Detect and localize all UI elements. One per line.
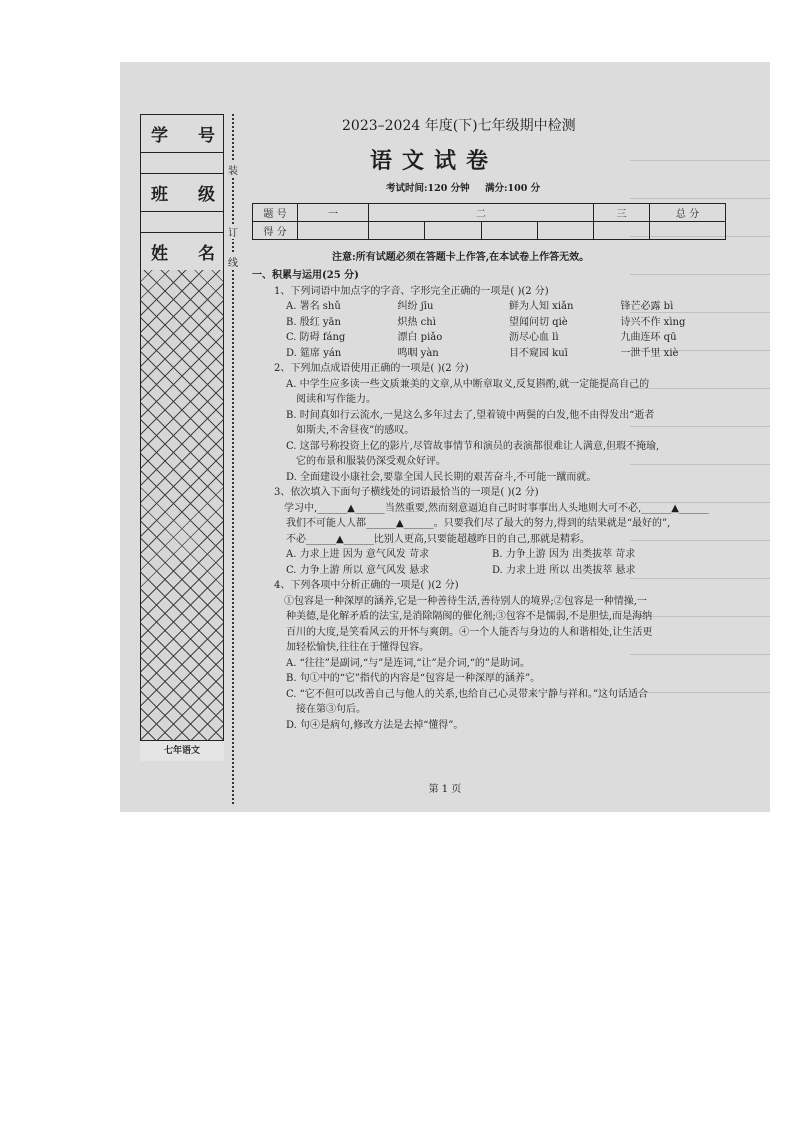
exam-meta [386,180,552,194]
score-cell[interactable] [298,222,369,240]
q2-option-a-cont: 阅读和写作能力。 [296,394,376,405]
score-table [252,203,726,240]
student-id-blank[interactable] [141,153,223,174]
q2-option-c-cont: 它的布景和服装仍深受观众好评。 [296,456,446,467]
exam-notice: 注意:所有试题必须在答题卡上作答,在本试卷上作答无效。 [332,252,590,263]
seal-char: 订 [224,224,242,239]
score-cell[interactable] [425,222,481,240]
subject-title: 语文试卷 [370,148,499,174]
q3-options-row [252,563,732,579]
q3-passage-line: 不必______▲______比别人更高,只要能超越昨日的自己,那就是精彩。 [286,533,591,545]
q1-option-a: A. 署名 shǔ 纠纷 jīu 鲜为人知 xiǎn 锋芒必露 bì [286,301,674,312]
time-label: 考试时间:120 分钟 [386,183,470,194]
section-heading: 一、积累与运用(25 分) [252,270,359,281]
seal-char: 线 [224,254,242,269]
side-label: 七年语文 [140,740,224,761]
student-info-box [140,114,224,271]
q3-option-b: B. 力争上游 因为 出类拔萃 苛求 [492,549,636,560]
exam-sheet [120,62,770,812]
q3-options-row [252,547,732,563]
question-2-stem: 2、下列加点成语使用正确的一项是( )(2 分) [274,363,469,374]
binding-line [232,114,234,804]
q4-passage-line: 加轻松愉快,往往在于懂得包容。 [286,642,430,653]
score-cell[interactable] [481,222,537,240]
q3-passage-line: 学习中,______▲______当然重要,然而刻意逼迫自己时时事事出人头地则大可不必,______▲______ [284,502,709,514]
score-header: 二 [369,204,594,222]
q4-option-b: B. 句①中的“它”指代的内容是“包容是一种深厚的涵养”。 [286,673,541,684]
q2-option-b-cont: 如斯夫,不舍昼夜”的感叹。 [296,425,415,436]
question-4-stem: 4、下列各项中分析正确的一项是( )(2 分) [274,580,459,591]
q1-option-b: B. 殷红 yān 炽热 chì 望闻问切 qiè 诗兴不作 xìng [286,316,686,328]
class-blank[interactable] [141,212,223,233]
q3-option-c: C. 力争上游 所以 意气风发 悬求 [286,564,430,576]
exam-title: 2023–2024 年度(下)七年级期中检测 [342,118,576,134]
q2-option-d: D. 全面建设小康社会,要靠全国人民长期的艰苦奋斗,不可能一蹴而就。 [286,471,597,483]
score-header: 一 [298,204,369,222]
question-1-stem: 1、下列词语中加点字的字音、字形完全正确的一项是( )(2 分) [274,285,549,297]
score-cell[interactable] [650,222,726,240]
score-cell[interactable] [594,222,650,240]
q3-passage-line: 我们不可能人人都______▲______。只要我们尽了最大的努力,得到的结果就是“最好的”, [286,518,671,529]
q2-option-b: B. 时间真如行云流水,一晃这么多年过去了,望着镜中两鬓的白发,他不由得发出“逝者 [286,409,655,421]
q4-option-c: C. “它不但可以改善自己与他人的关系,也给自己心灵带来宁静与祥和。”这句话适合 [286,688,649,700]
question-body [252,268,732,733]
q4-option-d: D. 句④是病句,修改方法是去掉“懂得”。 [286,719,464,731]
name-field[interactable]: 姓 名 [151,244,215,264]
decorative-pattern [140,270,224,761]
score-cell[interactable] [537,222,593,240]
score-header: 题 号 [253,204,298,222]
score-row-label: 得 分 [253,222,298,240]
q2-option-c: C. 这部号称投资上亿的影片,尽管故事情节和演员的表演都很难让人满意,但瑕不掩瑜, [286,440,660,452]
q1-option-d: D. 筵席 yán 鸣咽 yàn 目不窥园 kuī 一泄千里 xiè [286,347,679,359]
q3-option-d: D. 力求上进 所以 出类拔萃 悬求 [492,564,636,576]
seal-char: 装 [224,162,242,177]
question-3-stem: 3、依次填入下面句子横线处的词语最恰当的一项是( )(2 分) [274,487,539,498]
q4-passage-line: 百川的大度,是笑看风云的开怀与爽朗。④一个人能否与身边的人和谐相处,让生活更 [286,626,653,638]
q4-passage-line: 种美德,是化解矛盾的法宝,是消除隔阂的催化剂;③包容不是懦弱,不是胆怯,而是海纳 [286,611,653,622]
score-header: 总 分 [650,204,726,222]
q2-option-a: A. 中学生应多读一些文质兼美的文章,从中断章取义,反复斟酌,就一定能提高自己的 [286,378,650,390]
page-number: 第 1 页 [428,784,462,795]
class-field[interactable]: 班 级 [141,174,223,212]
score-label: 满分:100 分 [484,183,541,194]
q3-option-a: A. 力求上进 因为 意气风发 苛求 [286,549,430,560]
student-id-field[interactable]: 学 号 [141,115,223,153]
q4-option-c-cont: 接在第③句后。 [296,704,366,715]
q4-passage-line: ①包容是一种深厚的涵养,它是一种善待生活,善待别人的境界;②包容是一种情操,一 [284,595,647,607]
q4-option-a: A. “往往”是副词,“与”是连词,“让”是介词,“的”是助词。 [286,657,531,669]
score-header: 三 [594,204,650,222]
q1-option-c: C. 防碍 fáng 漂白 piǎo 沥尽心血 lì 九曲连环 qū [286,332,677,343]
score-cell[interactable] [369,222,425,240]
